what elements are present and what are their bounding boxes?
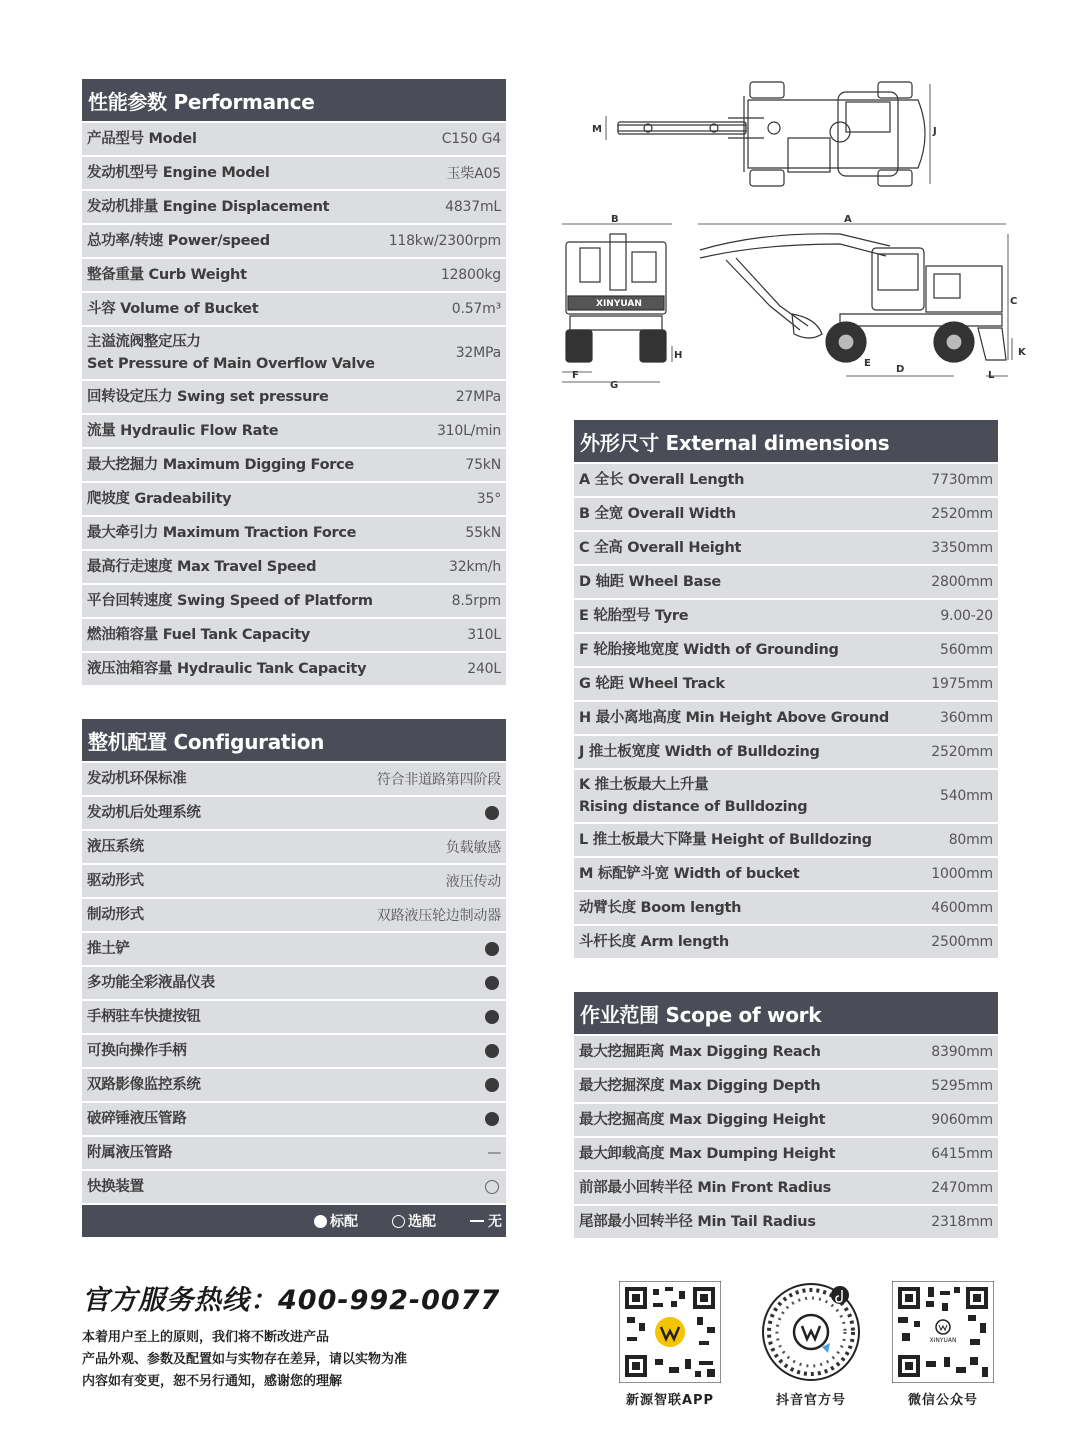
standard-filled-circle-icon [485, 942, 499, 956]
machine-brand-text: XINYUAN [596, 299, 642, 309]
qr-caption-app: 新源智联APP [625, 1393, 715, 1408]
performance-row-label [87, 522, 356, 544]
configuration-row-label [87, 836, 144, 858]
performance-row-label-text: 整备重量 Curb Weight [87, 267, 247, 283]
performance-row-value: 118kw/2300rpm [388, 233, 501, 249]
performance-table [82, 79, 506, 685]
scope-row-label [579, 1211, 816, 1233]
configuration-row-value: 符合非道路第四阶段 [376, 772, 501, 788]
footer-note-3: 内容如有变更，恕不另行通知，感谢您的理解 [82, 1374, 343, 1389]
configuration-row [82, 797, 506, 829]
performance-row [82, 225, 506, 257]
configuration-row-value: — [487, 1145, 501, 1161]
dimension-row-value: 2520mm [931, 506, 993, 522]
wechat-qr-brand-text: XINYUAN [929, 1337, 957, 1344]
dimension-row [574, 736, 998, 768]
dimension-row [574, 824, 998, 856]
dimension-row-label [579, 639, 839, 661]
performance-row-label-text: 主溢流阀整定压力 [87, 334, 201, 350]
dimension-row-label [579, 931, 729, 953]
open-circle-icon [392, 1215, 405, 1228]
performance-row-label [87, 162, 270, 184]
configuration-row [82, 1035, 506, 1067]
standard-filled-circle-icon [485, 976, 499, 990]
performance-row-label [87, 488, 231, 510]
scope-row-label-text: 最大挖掘高度 Max Digging Height [579, 1112, 826, 1128]
performance-row [82, 191, 506, 223]
performance-row-label [87, 556, 316, 578]
configuration-row-label-text: 快换装置 [87, 1179, 144, 1195]
dimension-row [574, 702, 998, 734]
performance-row-label-text: 发动机排量 Engine Displacement [87, 199, 330, 215]
standard-filled-circle-icon [485, 1010, 499, 1024]
scope-row-label-text: 尾部最小回转半径 Min Tail Radius [579, 1214, 816, 1230]
performance-row-value: 27MPa [455, 389, 501, 405]
dimension-row-label [579, 503, 736, 525]
configuration-row-label-text: 制动形式 [87, 907, 144, 923]
scope-of-work-title: 作业范围 Scope of work [574, 992, 998, 1034]
dim-label-k: K [1018, 347, 1026, 358]
dimension-row-label-text: E 轮胎型号 Tyre [579, 608, 689, 624]
configuration-row [82, 933, 506, 965]
optional-open-circle-icon [485, 1180, 499, 1194]
performance-row-value: 0.57m³ [451, 301, 501, 317]
performance-row-label-text: 发动机型号 Engine Model [87, 165, 270, 181]
configuration-row [82, 1069, 506, 1101]
dimension-row-value: 1975mm [931, 676, 993, 692]
performance-row-value: 玉柴A05 [446, 166, 501, 182]
dimension-row-label [579, 774, 807, 818]
qr-caption-douyin: 抖音官方号 [775, 1393, 846, 1408]
excavator-side-view-drawing [690, 210, 1035, 386]
dimension-row [574, 668, 998, 700]
performance-row-label [87, 386, 329, 408]
dimension-row-label-text: C 全高 Overall Height [579, 540, 742, 556]
performance-row [82, 259, 506, 291]
dimension-row-value: 2520mm [931, 744, 993, 760]
configuration-row-label [87, 904, 144, 926]
dimension-row-label-text-en: Rising distance of Bulldozing [579, 799, 808, 815]
dimension-row-label-text: M 标配铲斗宽 Width of bucket [579, 866, 800, 882]
configuration-row-label-text: 可换向操作手柄 [87, 1043, 187, 1059]
dimension-row-value: 560mm [940, 642, 993, 658]
dimension-row-label [579, 537, 741, 559]
dash-icon [470, 1220, 484, 1222]
performance-row-label-text: 平台回转速度 Swing Speed of Platform [87, 593, 373, 609]
dim-label-h: H [674, 350, 683, 361]
configuration-row-label [87, 768, 186, 790]
configuration-table [82, 719, 506, 1237]
configuration-row-label-text: 附属液压管路 [87, 1145, 173, 1161]
configuration-row-label-text: 破碎锤液压管路 [87, 1111, 187, 1127]
performance-row-value: 35° [476, 491, 501, 507]
dimension-row-label-text: 动臂长度 Boom length [579, 900, 742, 916]
dim-label-c: C [1010, 296, 1018, 307]
dimension-row-value: 7730mm [931, 472, 993, 488]
performance-row-label [87, 128, 197, 150]
configuration-row [82, 967, 506, 999]
douyin-qr-code[interactable] [760, 1281, 862, 1383]
dim-label-l: L [988, 370, 995, 381]
dimension-row-label [579, 707, 889, 729]
performance-row-label-text: 最高行走速度 Max Travel Speed [87, 559, 317, 575]
dimension-row-label [579, 897, 741, 919]
performance-row-value: 310L/min [436, 423, 501, 439]
configuration-row-label-text: 多功能全彩液晶仪表 [87, 975, 215, 991]
configuration-row [82, 899, 506, 931]
dimension-row-label-text: H 最小离地高度 Min Height Above Ground [579, 710, 889, 726]
legend-standard-label: 标配 [330, 1214, 358, 1230]
performance-row-label [87, 264, 247, 286]
dimension-row [574, 634, 998, 666]
configuration-row [82, 831, 506, 863]
performance-row-label [87, 420, 278, 442]
configuration-row-label [87, 802, 201, 824]
dimension-row-label-text: G 轮距 Wheel Track [579, 676, 725, 692]
configuration-row-value: 液压传动 [445, 874, 501, 890]
performance-row-label [87, 590, 373, 612]
configuration-rows [82, 761, 506, 1203]
configuration-row-label-text: 推土铲 [87, 941, 130, 957]
configuration-row-label [87, 1074, 201, 1096]
performance-row-label [87, 331, 375, 375]
dimension-row [574, 926, 998, 958]
dimension-row [574, 770, 998, 822]
dimension-row-label [579, 673, 725, 695]
performance-row [82, 449, 506, 481]
configuration-row [82, 1171, 506, 1203]
legend-standard [314, 1211, 358, 1231]
dim-label-d: D [896, 364, 905, 375]
performance-row [82, 157, 506, 189]
scope-row [574, 1104, 998, 1136]
dimension-row-label-text: 斗杆长度 Arm length [579, 934, 729, 950]
standard-filled-circle-icon [485, 1112, 499, 1126]
configuration-legend [82, 1205, 506, 1237]
performance-row-label-text: 总功率/转速 Power/speed [87, 233, 270, 249]
scope-row [574, 1138, 998, 1170]
performance-row-label-text: 液压油箱容量 Hydraulic Tank Capacity [87, 661, 367, 677]
configuration-title: 整机配置 Configuration [82, 719, 506, 761]
dimension-row-label [579, 829, 872, 851]
scope-row-label [579, 1041, 821, 1063]
configuration-row-label-text: 发动机后处理系统 [87, 805, 201, 821]
standard-filled-circle-icon [485, 1078, 499, 1092]
dimension-row-value: 80mm [948, 832, 993, 848]
scope-row-label [579, 1143, 835, 1165]
dim-label-g: G [610, 380, 619, 391]
standard-filled-circle-icon [485, 1044, 499, 1058]
dimension-row-value: 540mm [940, 788, 993, 804]
dimension-row-value: 2500mm [931, 934, 993, 950]
performance-row-value: 4837mL [445, 199, 501, 215]
scope-row [574, 1206, 998, 1238]
performance-row [82, 381, 506, 413]
scope-row [574, 1070, 998, 1102]
app-qr-code[interactable] [619, 1281, 721, 1383]
performance-row [82, 327, 506, 379]
performance-row [82, 619, 506, 651]
dimension-row [574, 892, 998, 924]
configuration-row-label [87, 870, 144, 892]
dimension-row [574, 498, 998, 530]
configuration-row [82, 1137, 506, 1169]
service-hotline: 官方服务热线：400-992-0077 [82, 1285, 501, 1316]
dimension-row [574, 566, 998, 598]
dim-label-a: A [844, 214, 852, 225]
performance-row [82, 415, 506, 447]
external-dimensions-title: 外形尺寸 External dimensions [574, 420, 998, 462]
scope-row-value: 5295mm [931, 1078, 993, 1094]
dimension-row-label-text: L 推土板最大下降量 Height of Bulldozing [579, 832, 872, 848]
configuration-row-label [87, 1176, 144, 1198]
wechat-qr-code[interactable] [892, 1281, 994, 1383]
scope-row-value: 2318mm [931, 1214, 993, 1230]
configuration-row-label [87, 1108, 186, 1130]
performance-row-label-text: 最大挖掘力 Maximum Digging Force [87, 457, 354, 473]
performance-row-label [87, 230, 270, 252]
dimension-row [574, 858, 998, 890]
dim-label-e: E [864, 358, 871, 369]
configuration-row-label-text: 发动机环保标准 [87, 771, 187, 787]
excavator-top-view-drawing [588, 78, 948, 190]
performance-row-value: 8.5rpm [451, 593, 501, 609]
configuration-row [82, 1103, 506, 1135]
footer-note-1: 本着用户至上的原则，我们将不断改进产品 [82, 1330, 330, 1345]
dim-label-f: F [572, 370, 579, 381]
scope-row-label [579, 1109, 825, 1131]
dim-label-j: J [933, 126, 937, 137]
filled-circle-icon [314, 1215, 327, 1228]
dimension-row-value: 1000mm [931, 866, 993, 882]
performance-row-label-text: 斗容 Volume of Bucket [87, 301, 259, 317]
performance-row-value: C150 G4 [441, 131, 501, 147]
dimension-row-value: 9.00-20 [940, 608, 993, 624]
dimension-row-value: 3350mm [931, 540, 993, 556]
performance-row [82, 653, 506, 685]
performance-row-label-text: 回转设定压力 Swing set pressure [87, 389, 329, 405]
performance-row-label-text: 燃油箱容量 Fuel Tank Capacity [87, 627, 311, 643]
legend-none-label: 无 [488, 1214, 502, 1230]
scope-row [574, 1036, 998, 1068]
dimension-row-label-text: A 全长 Overall Length [579, 472, 745, 488]
configuration-row-label [87, 972, 215, 994]
performance-row [82, 585, 506, 617]
performance-row-label-text: 产品型号 Model [87, 131, 197, 147]
dimension-row [574, 600, 998, 632]
performance-row-label-text: 爬坡度 Gradeability [87, 491, 232, 507]
dim-label-b: B [611, 214, 619, 225]
performance-rows [82, 121, 506, 685]
legend-optional [392, 1211, 436, 1231]
configuration-row-label [87, 938, 130, 960]
performance-row-label [87, 196, 329, 218]
scope-row-label-text: 最大挖掘深度 Max Digging Depth [579, 1078, 821, 1094]
configuration-row-value: 负载敏感 [445, 840, 501, 856]
scope-row-value: 8390mm [931, 1044, 993, 1060]
dimension-row-label-text: F 轮胎接地宽度 Width of Grounding [579, 642, 839, 658]
configuration-row-label-text: 液压系统 [87, 839, 144, 855]
scope-row-label-text: 前部最小回转半径 Min Front Radius [579, 1180, 831, 1196]
external-dimensions-rows [574, 462, 998, 958]
scope-row [574, 1172, 998, 1204]
performance-row-label [87, 624, 310, 646]
performance-row [82, 293, 506, 325]
configuration-row-label-text: 手柄驻车快捷按钮 [87, 1009, 201, 1025]
scope-row-value: 6415mm [931, 1146, 993, 1162]
scope-row-label-text: 最大挖掘距离 Max Digging Reach [579, 1044, 821, 1060]
dimension-row-label [579, 741, 820, 763]
performance-row-value: 12800kg [440, 267, 501, 283]
external-dimensions-table [574, 420, 998, 958]
scope-row-label [579, 1075, 820, 1097]
standard-filled-circle-icon [485, 806, 499, 820]
scope-of-work-table [574, 992, 998, 1238]
configuration-row-label [87, 1040, 186, 1062]
scope-row-value: 9060mm [931, 1112, 993, 1128]
dimension-row [574, 532, 998, 564]
scope-row-label [579, 1177, 831, 1199]
dimension-row-label-text: K 推土板最大上升量 [579, 777, 709, 793]
performance-row-value: 75kN [465, 457, 501, 473]
configuration-row [82, 763, 506, 795]
dimension-row-label [579, 469, 744, 491]
scope-row-value: 2470mm [931, 1180, 993, 1196]
dimension-row [574, 464, 998, 496]
performance-row-label [87, 658, 366, 680]
footer-note-2: 产品外观、参数及配置如与实物存在差异，请以实物为准 [82, 1352, 408, 1367]
performance-row-value: 32MPa [455, 345, 501, 361]
performance-row [82, 517, 506, 549]
dimension-row-label-text: D 轴距 Wheel Base [579, 574, 721, 590]
performance-row [82, 551, 506, 583]
performance-row-label [87, 454, 354, 476]
excavator-front-view-drawing [556, 212, 686, 392]
configuration-row-label-text: 双路影像监控系统 [87, 1077, 201, 1093]
qr-caption-wechat: 微信公众号 [907, 1393, 978, 1408]
performance-row [82, 483, 506, 515]
dimension-row-label [579, 863, 799, 885]
performance-row-label-text: 最大牵引力 Maximum Traction Force [87, 525, 357, 541]
scope-row-label-text: 最大卸载高度 Max Dumping Height [579, 1146, 836, 1162]
configuration-row [82, 865, 506, 897]
dimension-row-label [579, 571, 721, 593]
performance-row-label-text: 流量 Hydraulic Flow Rate [87, 423, 279, 439]
legend-none [470, 1211, 502, 1231]
performance-row [82, 123, 506, 155]
performance-row-value: 55kN [465, 525, 501, 541]
performance-row-value: 310L [467, 627, 501, 643]
configuration-row-label [87, 1142, 172, 1164]
configuration-row-label [87, 1006, 201, 1028]
dimension-row-label-text: J 推土板宽度 Width of Bulldozing [579, 744, 820, 760]
dimension-row-value: 4600mm [931, 900, 993, 916]
configuration-row-value: 双路液压轮边制动器 [376, 908, 501, 924]
performance-row-value: 32km/h [449, 559, 501, 575]
performance-row-label-text-en: Set Pressure of Main Overflow Valve [87, 356, 375, 372]
dim-label-m: M [592, 124, 602, 135]
dimension-row-label-text: B 全宽 Overall Width [579, 506, 736, 522]
legend-optional-label: 选配 [408, 1214, 436, 1230]
dimension-row-label [579, 605, 688, 627]
configuration-row [82, 1001, 506, 1033]
configuration-row-label-text: 驱动形式 [87, 873, 144, 889]
performance-row-value: 240L [467, 661, 501, 677]
dimension-row-value: 2800mm [931, 574, 993, 590]
dimension-row-value: 360mm [940, 710, 993, 726]
performance-title: 性能参数 Performance [82, 79, 506, 121]
performance-row-label [87, 298, 258, 320]
scope-of-work-rows [574, 1034, 998, 1238]
